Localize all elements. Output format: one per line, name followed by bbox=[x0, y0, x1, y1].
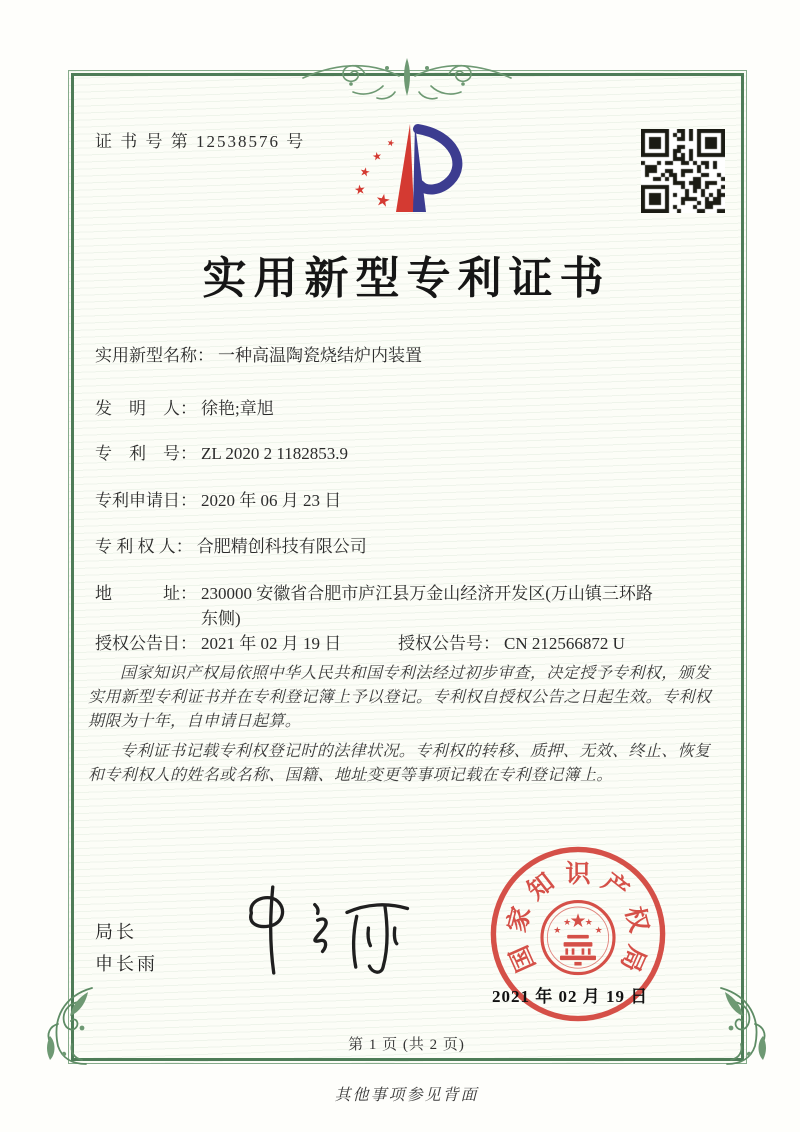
field-label: 专利申请日： bbox=[95, 491, 197, 510]
field-row-utility-name bbox=[95, 343, 422, 368]
legal-paragraph-2: 专利证书记载专利权登记时的法律状况。专利权的转移、质押、无效、终止、恢复和专利权人的姓名或名称、国籍、地址变更等事项记载在专利登记簿上。 bbox=[88, 743, 711, 784]
field-label: 专 利 号： bbox=[95, 444, 197, 463]
field-value: 230000 安徽省合肥市庐江县万金山经济开发区(万山镇三环路东侧) bbox=[201, 584, 653, 628]
svg-text:产: 产 bbox=[596, 868, 633, 906]
svg-text:★: ★ bbox=[553, 925, 562, 936]
svg-text:★: ★ bbox=[373, 189, 393, 212]
commissioner-name: 申长雨 bbox=[95, 954, 158, 974]
svg-text:知: 知 bbox=[523, 868, 560, 906]
field-row-grant-number bbox=[398, 631, 625, 656]
field-value: 徐艳;章旭 bbox=[201, 399, 274, 418]
back-side-note: 其他事项参见背面 bbox=[334, 1087, 479, 1104]
field-value: 2020 年 06 月 23 日 bbox=[201, 491, 342, 510]
svg-text:★: ★ bbox=[569, 910, 587, 932]
field-row-patentee bbox=[95, 534, 367, 559]
svg-text:家: 家 bbox=[503, 904, 537, 936]
field-value: CN 212566872 U bbox=[504, 634, 625, 653]
qr-code bbox=[641, 129, 725, 213]
svg-text:★: ★ bbox=[353, 181, 367, 198]
svg-text:★: ★ bbox=[385, 137, 396, 149]
commissioner-role: 局长 bbox=[95, 922, 137, 942]
svg-text:★: ★ bbox=[358, 164, 372, 180]
svg-text:识: 识 bbox=[565, 860, 591, 888]
field-label: 实用新型名称： bbox=[95, 346, 214, 365]
field-value: 2021 年 02 月 19 日 bbox=[201, 634, 342, 653]
commissioner-signature bbox=[222, 880, 427, 980]
page-number: 第 1 页 (共 2 页) bbox=[348, 1037, 465, 1053]
legal-paragraph-1: 国家知识产权局依照中华人民共和国专利法经过初步审查，决定授予专利权，颁发实用新型专利证书并在专利登记簿上予以登记。专利权自授权公告之日起生效。专利权期限为十年，自申请日起算。 bbox=[88, 665, 712, 730]
bottom-right-flourish-ornament-icon bbox=[717, 984, 775, 1068]
legal-body-text bbox=[88, 662, 718, 794]
field-label: 授权公告日： bbox=[95, 634, 197, 653]
bottom-left-flourish-ornament-icon bbox=[38, 984, 96, 1068]
svg-text:★: ★ bbox=[563, 917, 572, 927]
field-label: 发 明 人： bbox=[95, 399, 197, 418]
svg-text:★: ★ bbox=[594, 925, 603, 936]
field-row-address bbox=[95, 581, 669, 631]
field-value: 一种高温陶瓷烧结炉内装置 bbox=[218, 346, 422, 365]
field-row-filing-date bbox=[95, 488, 341, 513]
field-label: 专 利 权 人： bbox=[95, 537, 193, 556]
svg-text:局: 局 bbox=[615, 941, 650, 976]
svg-text:★: ★ bbox=[371, 150, 384, 164]
certificate-number: 证 书 号 第 12538576 号 bbox=[95, 132, 306, 151]
field-row-patent-number bbox=[95, 441, 348, 466]
field-row-grant-date bbox=[95, 631, 341, 656]
national-emblem-icon bbox=[542, 902, 614, 974]
field-row-inventor bbox=[95, 396, 274, 421]
certificate-title: 实用新型专利证书 bbox=[202, 254, 611, 303]
field-value: ZL 2020 2 1182853.9 bbox=[201, 444, 349, 463]
svg-text:国: 国 bbox=[506, 941, 541, 976]
svg-text:★: ★ bbox=[584, 917, 593, 927]
top-flourish-ornament-icon bbox=[299, 48, 515, 108]
field-value: 合肥精创科技有限公司 bbox=[196, 537, 367, 556]
seal-date: 2021 年 02 月 19 日 bbox=[492, 987, 649, 1006]
svg-text:权: 权 bbox=[619, 904, 653, 936]
cnipa-logo-icon bbox=[336, 112, 468, 232]
field-label: 地 址： bbox=[95, 584, 197, 603]
field-label: 授权公告号： bbox=[398, 634, 500, 653]
